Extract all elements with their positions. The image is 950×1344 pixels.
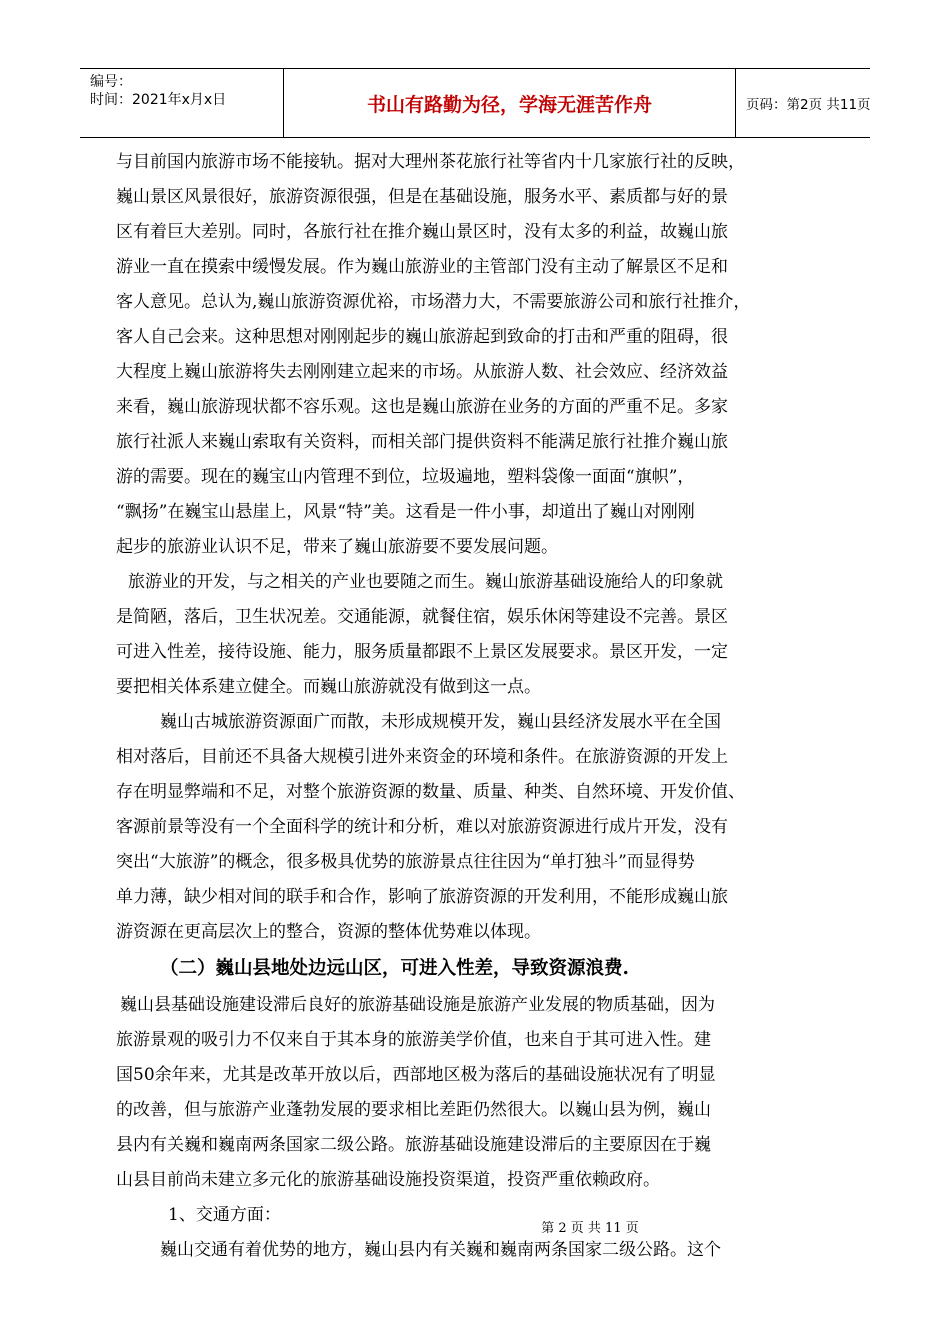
subsection-heading: 1、交通方面：	[168, 1205, 281, 1225]
document-number-label: 编号：	[90, 74, 132, 90]
body-line: 旅游景观的吸引力不仅来自于其本身的旅游美学价值，也来自于其可进入性。建	[116, 1030, 711, 1050]
body-line: 客人自己会来。这种思想对刚刚起步的巍山旅游起到致命的打击和严重的阻碍，很	[116, 327, 728, 347]
body-line: 巍山景区风景很好，旅游资源很强，但是在基础设施，服务水平、素质都与好的景	[116, 187, 728, 207]
page-header	[80, 68, 870, 138]
body-line: 游资源在更高层次上的整合，资源的整体优势难以体现。	[116, 922, 541, 942]
paragraph-start: 巍山交通有着优势的地方，巍山县内有关巍和巍南两条国家二级公路。这个	[160, 1240, 721, 1260]
paragraph-start: 巍山古城旅游资源面广而散，未形成规模开发，巍山县经济发展水平在全国	[160, 712, 721, 732]
header-meta	[80, 69, 284, 137]
body-line: 游业一直在摸索中缓慢发展。作为巍山旅游业的主管部门没有主动了解景区不足和	[116, 257, 728, 277]
body-line: 存在明显弊端和不足，对整个旅游资源的数量、质量、种类、自然环境、开发价值、	[116, 782, 745, 802]
paragraph-start: 旅游业的开发，与之相关的产业也要随之而生。巍山旅游基础设施给人的印象就	[128, 572, 723, 592]
header-page-number: 页码：第2页 共11页	[746, 97, 871, 113]
header-motto: 书山有路勤为径，学海无涯苦作舟	[284, 69, 736, 137]
section-heading: （二）巍山县地处边远山区，可进入性差，导致资源浪费.	[160, 958, 629, 979]
body-line: 起步的旅游业认识不足，带来了巍山旅游要不要发展问题。	[116, 537, 558, 557]
body-line: 县内有关巍和巍南两条国家二级公路。旅游基础设施建设滞后的主要原因在于巍	[116, 1135, 711, 1155]
body-line: 突出“大旅游”的概念，很多极具优势的旅游景点往往因为“单打独斗”而显得势	[116, 852, 695, 872]
body-line: “飘扬”在巍宝山悬崖上，风景“特”美。这看是一件小事，却道出了巍山对刚刚	[116, 502, 695, 522]
body-line: 大程度上巍山旅游将失去刚刚建立起来的市场。从旅游人数、社会效应、经济效益	[116, 362, 728, 382]
document-date-label: 时间：2021年x月x日	[90, 92, 227, 108]
body-line: 区有着巨大差别。同时，各旅行社在推介巍山景区时，没有太多的利益，故巍山旅	[116, 222, 728, 242]
document-body	[116, 145, 816, 1268]
body-line: 客源前景等没有一个全面科学的统计和分析，难以对旅游资源进行成片开发，没有	[116, 817, 728, 837]
body-line: 是简陋，落后，卫生状况差。交通能源，就餐住宿，娱乐休闲等建设不完善。景区	[116, 607, 728, 627]
body-line: 山县目前尚未建立多元化的旅游基础设施投资渠道，投资严重依赖政府。	[116, 1170, 660, 1190]
body-line: 要把相关体系建立健全。而巍山旅游就没有做到这一点。	[116, 677, 541, 697]
body-line: 可进入性差，接待设施、能力，服务质量都跟不上景区发展要求。景区开发，一定	[116, 642, 728, 662]
body-line: 相对落后，目前还不具备大规模引进外来资金的环境和条件。在旅游资源的开发上	[116, 747, 728, 767]
paragraph-start: 巍山县基础设施建设滞后良好的旅游基础设施是旅游产业发展的物质基础，因为	[120, 995, 715, 1015]
body-line: 来看，巍山旅游现状都不容乐观。这也是巍山旅游在业务的方面的严重不足。多家	[116, 397, 728, 417]
body-line: 单力薄，缺少相对间的联手和合作，影响了旅游资源的开发利用，不能形成巍山旅	[116, 887, 728, 907]
body-line: 的改善，但与旅游产业蓬勃发展的要求相比差距仍然很大。以巍山县为例，巍山	[116, 1100, 711, 1120]
body-line: 与目前国内旅游市场不能接轨。据对大理州茶花旅行社等省内十几家旅行社的反映，	[116, 152, 745, 172]
body-line: 客人意见。总认为,巍山旅游资源优裕，市场潜力大，不需要旅游公司和旅行社推介，	[116, 292, 751, 312]
body-line: 游的需要。现在的巍宝山内管理不到位，垃圾遍地，塑料袋像一面面“旗帜”，	[116, 467, 695, 487]
page-footer: 第 2 页 共 11 页	[541, 1221, 639, 1236]
body-line: 旅行社派人来巍山索取有关资料，而相关部门提供资料不能满足旅行社推介巍山旅	[116, 432, 728, 452]
body-line: 国50余年来，尤其是改革开放以后，西部地区极为落后的基础设施状况有了明显	[116, 1065, 716, 1085]
